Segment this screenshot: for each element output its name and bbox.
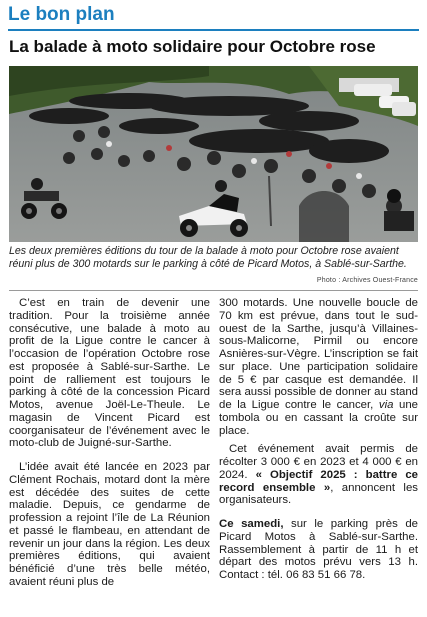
- article-headline: La balade à moto solidaire pour Octobre rose: [9, 37, 376, 56]
- article-paragraph: [219, 443, 418, 507]
- article-text-italic: via: [378, 399, 394, 411]
- article-paragraph: [219, 297, 418, 437]
- practical-info-text: sur le parking près de Picard Motos à Sablé-sur-Sarthe. Rassemblement à partir de 11 h et départ des motos prévu vers 13 h. Contact : tél. 06 83 51 66 78.: [219, 518, 418, 581]
- rubric-title: Le bon plan: [8, 4, 115, 25]
- article-text: une tombola ou en cassant la croûte sur place.: [219, 399, 419, 437]
- caption-divider: [9, 290, 418, 291]
- article-quote: « Objectif 2025 : battre ce record ensemble »: [219, 468, 419, 494]
- article-text: , annoncent les organisateurs.: [219, 481, 418, 507]
- photo-credit: Photo : Archives Ouest-France: [316, 277, 418, 284]
- article-text: 300 motards. Une nouvelle boucle de 70 km est prévue, dans tout le sud-ouest de la Sarthe, jusqu’à Villaines-sous-Malicorne, Pirmil ou encore Asnières-sur-Vègre. L’inscription se fait sur place. Une participation solidaire de 5 € par casque est demandée. Il sera aussi possible de donner au stand de la Ligue contre le cancer,: [219, 297, 418, 411]
- photo-caption: Les deux premières éditions du tour de la balade à moto pour Octobre rose avaient réuni plus de 300 motards sur le parking à côté de Picard Motos, à Sablé-sur-Sarthe.: [9, 245, 407, 270]
- article-photo: [9, 66, 418, 242]
- practical-info-lead: Ce samedi,: [219, 518, 284, 530]
- rubric-divider: [8, 29, 419, 31]
- article-column-left: [9, 297, 210, 589]
- article-column-right: [219, 297, 418, 582]
- article-paragraph: L’idée avait été lancée en 2023 par Clément Rochais, motard dont la mère est décédée des suites de cette maladie. Depuis, ce gendarme de profession a rejoint l’île de La Réunion et passé le flambeau, en attendant de revenir un jour dans la région. Les deux premières éditions, qui avaient bénéficié d’une très belle météo, avaient réuni plus de: [9, 461, 210, 588]
- article-paragraph: C’est en train de devenir une tradition. Pour la troisième année consécutive, une balade à moto au profit de la Ligue contre le cancer à l’occasion de l’opération Octobre rose est proposée à Sablé-sur-Sarthe. Le point de ralliement est toujours le parking à côté de la concession Picard Motos, avenue Joël-Le-Theule. Le magasin de Vincent Picard est coorganisateur de l’événement avec le moto-club de Juigné-sur-Sarthe.: [9, 297, 210, 450]
- article-text: Cet événement avait permis de récolter 3 000 € en 2023 et 4 000 € en 2024.: [219, 443, 418, 481]
- practical-info: [219, 518, 418, 582]
